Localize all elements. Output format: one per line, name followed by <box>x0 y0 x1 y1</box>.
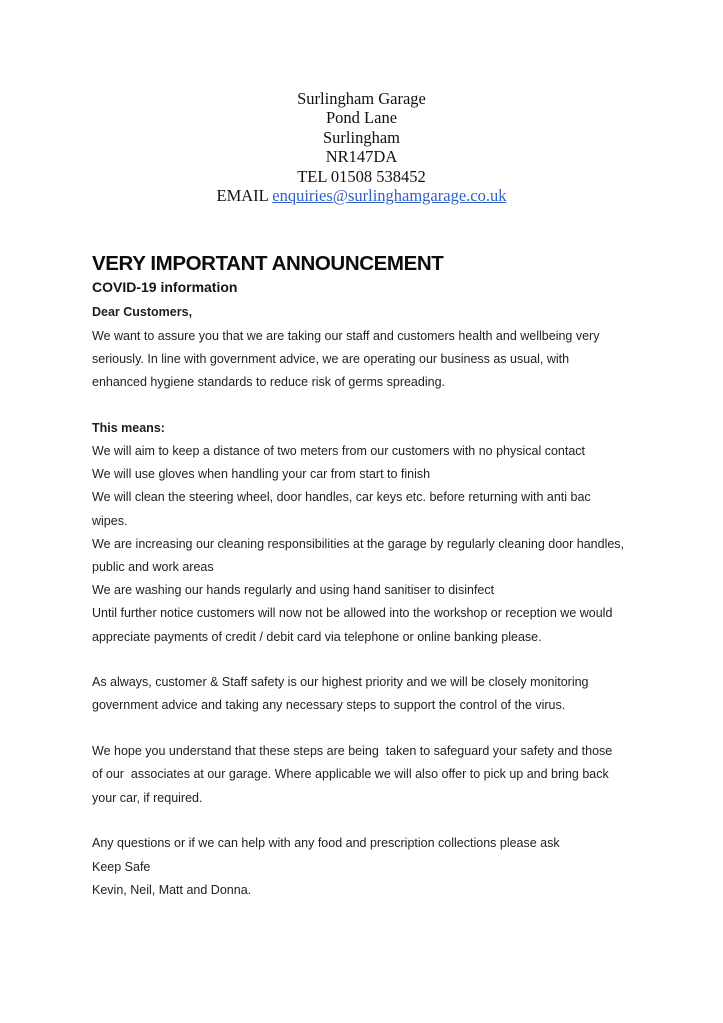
means-heading: This means: <box>92 420 165 435</box>
means-item: Until further notice customers will now not be allowed into the workshop or reception we would appreciate payments of credit / debit card via telephone or online banking please. <box>92 606 613 644</box>
spacer <box>92 394 626 417</box>
safety-paragraph: As always, customer & Staff safety is our highest priority and we will be closely monitoring government advice and taking any necessary steps to support the control of the virus. <box>92 675 589 713</box>
means-item: We are washing our hands regularly and using hand sanitiser to disinfect <box>92 583 495 598</box>
signature-line: Kevin, Neil, Matt and Donna. <box>92 882 252 897</box>
salutation: Dear Customers, <box>92 305 193 320</box>
means-item: We will use gloves when handling your car from start to finish <box>92 467 431 482</box>
letterhead <box>0 0 723 205</box>
letterhead-line-street: Pond Lane <box>325 108 398 128</box>
spacer <box>92 649 626 672</box>
letterhead-email-line <box>0 186 723 205</box>
letterhead-line-postcode: NR147DA <box>325 147 398 167</box>
letter-body <box>92 251 626 901</box>
questions-paragraph: Any questions or if we can help with any food and prescription collections please ask <box>92 836 560 851</box>
announcement-title: VERY IMPORTANT ANNOUNCEMENT <box>92 252 444 276</box>
spacer <box>92 810 626 833</box>
intro-paragraph: We want to assure you that we are taking our staff and customers health and wellbeing very seriously. In line with government advice, we are operating our business as usual, with enhanced hygiene standards to reduce risk of germs spreading. <box>92 328 600 390</box>
email-label: EMAIL <box>216 186 273 206</box>
letterhead-line-town: Surlingham <box>323 127 400 147</box>
means-item: We will clean the steering wheel, door handles, car keys etc. before returning with anti bac wipes. <box>92 490 591 528</box>
hope-paragraph: We hope you understand that these steps are being taken to safeguard your safety and those of our associates at our garage. Where applicable we will also offer to pick up and bring back your car, if required. <box>92 744 616 805</box>
means-item: We are increasing our cleaning responsibilities at the garage by regularly cleaning door handles, public and work areas <box>92 536 625 574</box>
closing-line: Keep Safe <box>92 859 151 874</box>
spacer <box>92 718 626 741</box>
covid-info-subtitle: COVID-19 information <box>92 279 238 296</box>
means-item: We will aim to keep a distance of two meters from our customers with no physical contact <box>92 443 586 458</box>
email-link[interactable]: enquiries@surlinghamgarage.co.uk <box>272 186 507 206</box>
letterhead-line-telephone: TEL 01508 538452 <box>297 166 426 186</box>
letterhead-line-business-name: Surlingham Garage <box>297 89 426 108</box>
